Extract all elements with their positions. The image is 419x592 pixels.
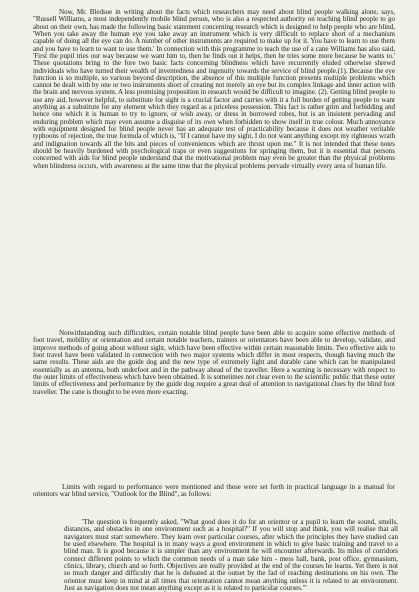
paragraph-bledsoe: Now, Mr. Bledsoe in writing about the facts which researchers may need about blind people walking alone, says, "Russell Williams, a most independently mobile blind person, who is also a respected authority on teaching blind people to go about on their own, has made the following basic statement concerning research which is designed to help people who are blind, 'When you take away the human eye you take away an instrument which is very difficult to replace short of a mechanism capable of doing all the eye can do. A number of other instruments are required to make up for it. You have to learn to use them and you have to learn to want to use them.' In connection with this programme to teach the use of a cane Williams has also said, 'First the pupil tries our way because we want him to, then he finds out it helps, then he tries some more because he wants to.' These quotations bring to the fore two basic facts concerning blindness which have recurrently eluded otherwise shrewd individuals who have turned their wealth of inventedness and ingenuity towards the service of blind people.(1). Because the eye function is so multiple, so various beyond description, the absence of this multiple function presents multiple problems which cannot be dealt with by one or two instruments short of creating not merely an eye but its complex linkage and inner action with the brain and nervous system. A less promising proposition in research would be difficult to imagine. (2). Getting blind people to use any aid, however helpful, to substitute for sight is a crucial factor and carries with it a full burden of getting people to want anything as a substitute for any element which they regard as a priceless possession. This fact is rather grim and forbidding and hence one which it is human to try to ignore, or wish away, or dress in borrowed robes, but is an insistent pervading and enduring problem which may even assume a disguise of its own when forbidden to show itself in true colour. Much annoyance with equipment designed for blind people never has an adequate test of practicability because it does not weather veritable typhoons of rejection, the true formula of which is, "If I cannot have my sight, I do not want anything except my righteous wrath and indignation towards all the bits and pieces of conveniences which are thrust upon me." It is not intended that these notes should be heavily burdened with psychological traps or even suggestions for springing them, but it is essential that persons concerned with aids for blind people understand that the motivational problem may even be greater than the physical problems when blindness occurs, with awareness at the same time that the physical problems pervade virtually every area of human life.	[33, 8, 395, 170]
paragraph-limits: Limits with regard to performance were mentioned and these were set forth in practical language in a manual for orientors war blind service, "Outlook for the Blind", as follows:	[33, 483, 395, 499]
block-quote-orientors-manual: 'The question is frequently asked, "What good does it do for an orientor or a pupil to learn the sound, smells, distances, and obstacles in one environment such as a hospital?" If you will stop and think, you will realise that all navigators must start somewhere. They learn over particular courses, after which the principles they have studied can be used elsewhere. The hospital is in many ways a good environment in which to give basic training and travel to a blind man. It is good because it is simpler than any environment he will encounter afterwards. Its miles of corridors connect different points to which the common needs of a man take him - mess hall, bank, post office, gymnasium, clinics, library, church and so forth. Objectives are really provided at the end of the courses he learns. Yet there is not so much danger and difficulty that he is defeated at the outset by the fad of reaching destinations on his own. The orientor must keep in mind at all times that orientation cannot mean anything unless it is related to an environment. Just as navigation does not mean anything except as it is related to particular courses.'"	[64, 518, 398, 592]
paragraph-notwithstanding: Notwithstanding such difficulties, certain notable blind people have been able to acquire some effective methods of foot travel, mobility or orientation and certain notable teachers, trainers or orientators have been able to develop, validate, and improve methods of going about without sight, which have been effective within certain reasonable limits. Two effective aids to foot travel have been validated in connection with two major systems which differ in most respects, though having much the same results. These aids are the guide dog and the new type of extremely light and durable cane which can be manipulated essentially as an antenna, both underfoot and in the pathway ahead of the traveller. Here a warning is necessary with respect to the outer limits of effectiveness which have been obtained. It is sometimes not clear even to the scientific public that these outer limits of effectiveness and performance by the guide dog require a great deal of attention to navigational clues by the blind foot traveller. The cane is thought to be even more exacting.	[33, 329, 395, 396]
